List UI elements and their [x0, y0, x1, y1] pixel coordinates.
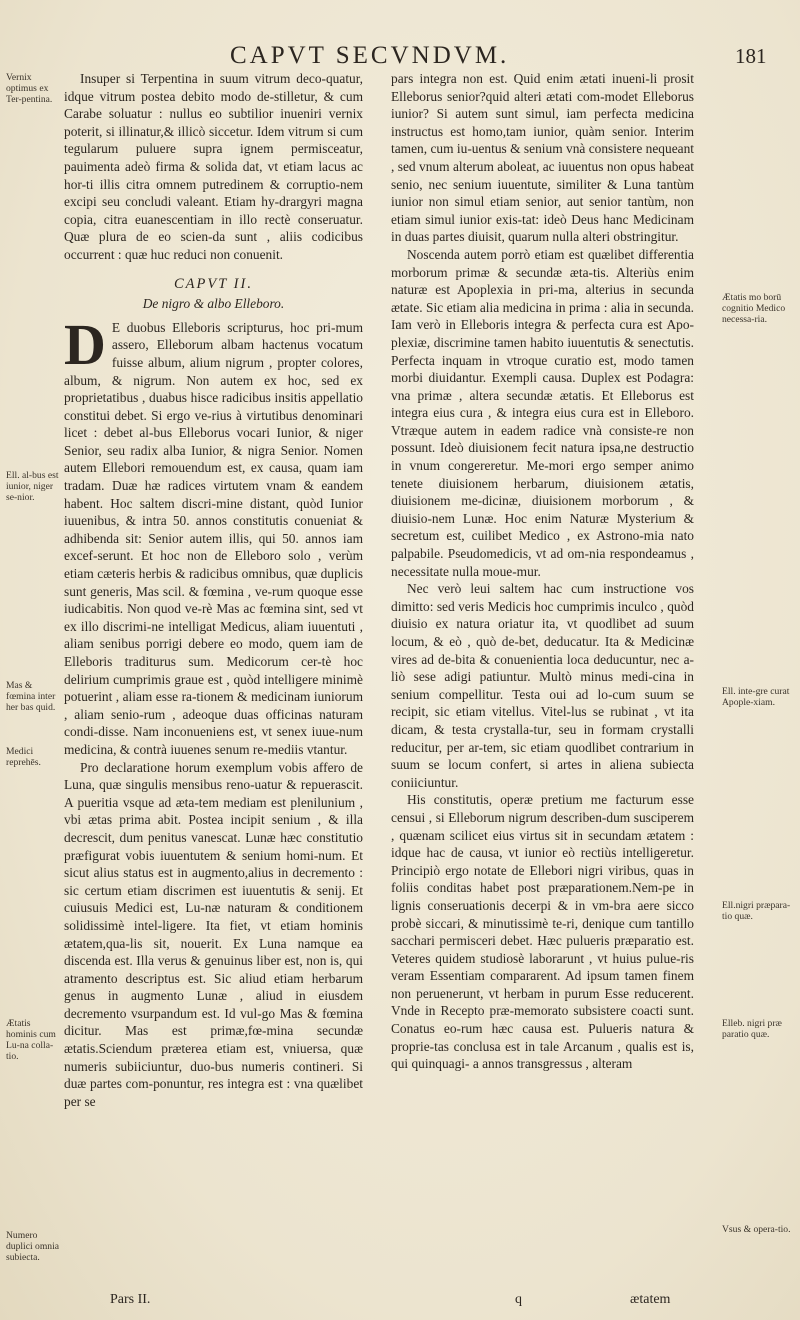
margin-note: Ætatis mo borū cognitio Medico necessa-ria. [722, 292, 786, 325]
margin-note: Elleb. nigri præ paratio quæ. [722, 1018, 782, 1040]
margin-note: Mas & fœmina inter her bas quid. [6, 680, 56, 713]
right-paragraph-3: Nec verò leui saltem hac cum instructione vos dimitto: sed veris Medicis hoc cumprimis inculco , quòd diuisio ex natura oriatur ita, vt quodlibet ad suum locum, & eò , quò de-bet, deducatur. Ita & Medicinæ vires ad de-bita & conuenientia loca deducuntur, nec a-liò sese adigi patiuntur. Multò minus medi-cina in senium compellitur. Testa oui ad lo-cum suum se recipit, sic etiam vitellus. Vitel-lus se rubinat , vt ita dicam, & testa crystalla-tur, seu in formam crystalli reducitur, per ar-tem, sic etiam quodlibet contrarium in suum se locum confert, si artes in aliena subiecta coniiciuntur. [391, 581, 694, 790]
margin-note: Vernix optimus ex Ter-pentina. [6, 72, 53, 105]
catchword: ætatem [630, 1292, 671, 1307]
left-paragraph-1: Insuper si Terpentina in suum vitrum deco-quatur, idque vitrum postea debito modo de-stilletur, & cum Carabe soluatur : nullus eo subtilior inueniri vernix poterit, si illinatur,& illicò siccetur. Idem vitrum si cum tegularum puluere supra ignem permisceatur, pauimenta adeò firma & solida dat, vt etiam lacus ac hor-ti illis citra omnem putredinem & corruptio-nem excipi seu concludi valeant. Etiam hy-drargyri magna copia, citra euanescentiam in illo rectè conseruatur. Quæ plura de eo scien-da sunt , aliis codicibus occurrent : quæ huc reduci non conuenit. [64, 71, 363, 262]
page-number: 181 [735, 44, 767, 68]
right-paragraph-2: Noscenda autem porrò etiam est quælibet differentia morborum primæ & secundæ æta-tis. Alteriùs enim naturæ est Apoplexia in pri-ma, alterius in secunda ætate. Sic etiam alia medicina in prima : alia in secunda. Iam verò in Elleboris integra & perfecta cura est Apo-plexiæ, discrimine tamen habito iuuentutis & senectutis. Perfecta inquam in vtroque curatio est, modo tamen morbi diuidantur. Exempli causa. Duplex est Podagra: vna primæ , altera secundæ ætatis. Et Elleborus est integra eius cura , & integra eius cura est in Elleboro. Vtræque autem in eadem radice vnà consiste-re non possunt. Ideò diuisionem fecit natura ipsa,ne destructio in vnum congereretur. Me-mori ergo semper animo tenete diuisionem herbarum, diuisionem ætatis, diuisionem me-dicinæ, diuisionem morborum , & diuisio-nem Lunæ. Hoc enim Naturæ Mysterium & secretum est, cuilibet Medico , ex Astrono-mia nato palpabile. Pseudomedicis, vt ad om-nia respondeamus , necessitate nulla moue-mur. [391, 246, 694, 579]
signature-q: q [515, 1292, 522, 1307]
right-column [391, 70, 694, 1073]
margin-note: Numero duplici omnia subiecta. [6, 1230, 60, 1263]
left-paragraph-3: Pro declaratione horum exemplum vobis affero de Luna, quæ singulis mensibus reno-uatur & repuerascit. A pueritia vsque ad æta-tem mediam est plenilunium , vbi ætas prima abit. Postea incipit senium , & illa decrescit, dum penitus vanescat. Lunæ hæc constitutio præfigurat vobis iuuentutem & senium homi-num. Et sicut alius status est in augmento,alius in decremento : sic certum etiam discrimen est iuuentutis & senij. Et cuiusuis Medici est, Lu-næ naturam & conditionem solidissimè intel-ligere. Ita fiet, vt etiam hominis ætatem,qua-lis sit, nouerit. Ex Luna namque ea discenda est. Illa verus & genuinus liber est, non is, qui atramento descriptus est. Sic aliud etiam herbarum genus in augmento Lunæ , aliud in eiusdem decremento vsurpandum est. Id vul-go Mas & fœmina dicitur. Mas est primæ,fœ-mina secundæ ætatis.Sciendum præterea etiam est, vniuersa, quæ numeris subiiciuntur, duo-bus numeris contineri. Si duæ partes com-ponuntur, res integra est : vna quælibet per se [64, 759, 363, 1109]
right-paragraph-4: His constitutis, operæ pretium me facturum esse censui , si Elleborum nigrum describen-dum susciperem , quænam scilicet eius virtus sit in secundam ætatem : idque hac de causa, vt iunior eò rectiùs intelligeretur. Principiò ergo notate de Ellebori nigri viribus, quas in foliis conditas habet post præparationem.Nem-pe in lignis conseruationis decerpi & in vm-bra aere sicco probè siccari, & minutissimè te-ri, denique cum tantillo sacchari permisceri debet. Hæc pulueris præparatio est. Veteres quidem studiosè laborarunt , vt huius pulue-ris veram Essentiam compararent. Ad ipsum tamen finem non peruenerunt, vt herbam in purum Esse reducerent. Vnde in Recepto præ-memorato subsistere coacti sunt. Conatus eo-rum hæc causa est. Pulueris natura & proprie-tas conclusa est in tale Arcanum , qualis est is, qui quinquagi- a annos transgressus , alteram [391, 792, 694, 1072]
signature-mark: Pars II. [110, 1292, 151, 1307]
left-paragraph-2-text: E duobus Elleboris scripturus, hoc pri-mum assero, Elleborum albam hactenus vocatum fuisse album, alium nigrum , propter colores, album, & nigrum. Non autem ex hoc, sed ex proprietatibus , duabus hisce radicibus insitis appellatio constitui debet. Si ergo ve-rius à virtutibus denominari licet : debet al-bus Elleborus vocari Iunior, & niger Senior, seu radix alba Iunior, & nigra Senior. Nomen autem Ellebori remouendum est, ex causa, quam iam tradam. Duæ hæ radices virtutem vnam & eandem habent. Hoc saltem discri-mine distant, quòd Iunior iuuenibus, & intra 50. annos constitutis conueniat & adhibenda sit: Senior autem illis, qui 50. annos iam excef-serunt. Et hoc non de Elleboro solo , verùm etiam cæteris herbis & radicibus omnibus, quæ duplicis sunt generis, Mas scil. & fœmina , ve-rum quoque esse iudicabitis. Non quod ve-rè Mas ac fœmina sint, sed vt ex illo discrimi-ne intelligat Medicus, aliam iuuentuti , aliam senibus porrigi debere eo modo, quem iam de Elleboris traditurus sum. Medicorum cer-tè hoc delirium cumprimis graue est , quòd intelligere minimè potuerint , aliam esse ra-tionem & medicinam iuniorum , aliam senio-rum , adeoque duas officinas naturam condi-disse. Nam inconueniens est, vt senex iuue-num medicina, & contrà iuuenes senum re-mediis vtantur. [64, 319, 363, 757]
drop-cap: D [64, 311, 106, 377]
chapter-subtitle: De nigro & albo Elleboro. [142, 296, 285, 312]
margin-note: Vsus & opera-tio. [722, 1224, 791, 1235]
margin-note: Ell. inte-gre curat Apople-xiam. [722, 686, 790, 708]
left-column [64, 70, 363, 1110]
running-head: CAPVT SECVNDVM. [230, 42, 510, 69]
margin-note: Medici reprehēs. [6, 746, 41, 768]
right-paragraph-1: pars integra non est. Quid enim ætati inueni-li prosit Elleborus senior?quid alteri ætati com-modet Elleborus iunior? Si autem sunt simul, iam perfecta medicina instructus est homo,tam iunior, quàm senior. Interim tamen, cum iu-uentus & senium vnà consistere nequeant , sed vnum alterum aboleat, ac iuuentus non opus habeat senio, nec senium iuuentute, similiter & Luna tantùm iunior non simul etiam senior, aut senior tantùm, non etiam simul iunior exis-tat: ideò Deus hanc Medicinam in duas partes diuisit, quarum nulla alteri obstringitur. [391, 71, 694, 245]
margin-note: Ell. al-bus est iunior, niger se-nior. [6, 470, 59, 503]
left-paragraph-2 [64, 311, 363, 759]
margin-note: Ell.nigri præpara-tio quæ. [722, 900, 791, 922]
chapter-title: CAPVT II. [174, 275, 253, 292]
margin-note: Ætatis hominis cum Lu-na colla-tio. [6, 1018, 56, 1062]
